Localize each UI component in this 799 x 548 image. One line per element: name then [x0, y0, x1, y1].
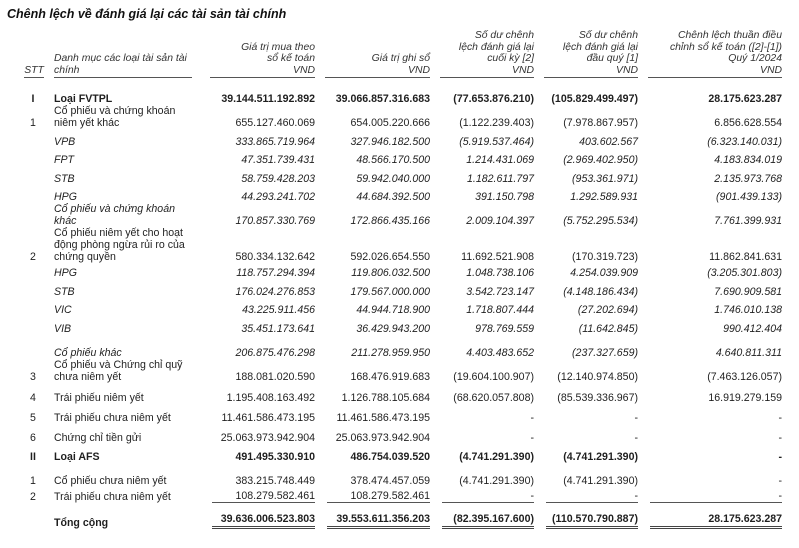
table-row: 2 Trái phiếu chưa niêm yết 108.279.582.461 108.279.582.461 - - - [30, 489, 782, 503]
header-net-diff: Chênh lệch thuần điều chỉnh sổ kế toán ([2]-[1]) Quý 1/2024 VND [640, 30, 784, 79]
table-row: Cổ phiếu và chứng khoán khác 170.857.330.769 172.866.435.166 2.009.104.397 (5.752.295.534) 7.761.399.931 [54, 203, 782, 227]
table-row: HPG 118.757.294.394 119.806.032.500 1.048.738.106 4.254.039.909 (3.205.301.803) [54, 267, 782, 279]
table-row: STB 176.024.276.853 179.567.000.000 3.542.723.147 (4.148.186.434) 7.690.909.581 [54, 285, 782, 298]
table-row: 2 Cổ phiếu niêm yết cho hoạt động phòng ngừa rủi ro của chứng quyền 580.334.132.642 592.026.654.550 11.692.521.908 (170.319.723) 11.862.841.631 [30, 227, 782, 263]
document-title: Chênh lệch về đánh giá lại các tài sản tài chính [7, 7, 287, 21]
header-end-diff: Số dư chênh lệch đánh giá lại cuối kỳ [2] VND [432, 30, 536, 79]
table-header-row [14, 30, 784, 79]
table-row: 6 Chứng chỉ tiền gửi 25.063.973.942.904 25.063.973.942.904 - - - [30, 431, 782, 444]
table-row: VIB 35.451.173.641 36.429.943.200 978.769.559 (11.642.845) 990.412.404 [54, 322, 782, 335]
header-stt: STT [14, 30, 52, 79]
table-row: VIC 43.225.911.456 44.944.718.900 1.718.807.444 (27.202.694) 1.746.010.138 [54, 304, 782, 316]
table-row: VPB 333.865.719.964 327.946.182.500 (5.919.537.464) 403.602.567 (6.323.140.031) [54, 135, 782, 148]
header-purchase-value: Giá trị mua theo sổ kế toán VND [202, 30, 317, 79]
table-row: II Loại AFS 491.495.330.910 486.754.039.520 (4.741.291.390) (4.741.291.390) - [30, 450, 782, 463]
table-row: 5 Trái phiếu chưa niêm yết 11.461.586.473.195 11.461.586.473.195 - - - [30, 411, 782, 424]
header-begin-diff: Số dư chênh lệch đánh giá lại đầu quý [1] VND [536, 30, 640, 79]
total-row: Tổng cộng 39.636.006.523.803 39.553.611.356.203 (82.395.167.600) (110.570.790.887) 28.175.623.287 [14, 503, 784, 529]
header-name: Danh mục các loại tài sản tài chính [52, 30, 202, 79]
table-row: 1 Cổ phiếu chưa niêm yết 383.215.748.449 378.474.457.059 (4.741.291.390) (4.741.291.390) - [30, 474, 782, 487]
table-row: STB 58.759.428.203 59.942.040.000 1.182.611.797 (953.361.971) 2.135.973.768 [54, 172, 782, 185]
revaluation-table [14, 30, 784, 529]
table-row: 4 Trái phiếu niêm yết 1.195.408.163.492 1.126.788.105.684 (68.620.057.808) (85.539.336.967) 16.919.279.159 [30, 391, 782, 404]
table-row: I Loại FVTPL 39.144.511.192.892 39.066.857.316.683 (77.653.876.210) (105.829.499.497) 28.175.623.287 [31, 93, 782, 105]
table-row: FPT 47.351.739.431 48.566.170.500 1.214.431.069 (2.969.402.950) 4.183.834.019 [54, 154, 782, 166]
total-label: Tổng cộng [54, 516, 109, 529]
table-row: 1 Cổ phiếu và chứng khoán niêm yết khác 655.127.460.069 654.005.220.666 (1.122.239.403) (7.978.867.957) 6.856.628.554 [30, 105, 782, 129]
table-row: Cổ phiếu khác 206.875.476.298 211.278.959.950 4.403.483.652 (237.327.659) 4.640.811.311 [54, 346, 782, 359]
table-row: HPG 44.293.241.702 44.684.392.500 391.150.798 1.292.589.931 (901.439.133) [54, 191, 782, 203]
header-book-value: Giá trị ghi sổ VND [317, 30, 432, 79]
table-row: 3 Cổ phiếu và Chứng chỉ quỹ chưa niêm yết 188.081.020.590 168.476.919.683 (19.604.100.907) (12.140.974.850) (7.463.126.057) [30, 358, 782, 383]
